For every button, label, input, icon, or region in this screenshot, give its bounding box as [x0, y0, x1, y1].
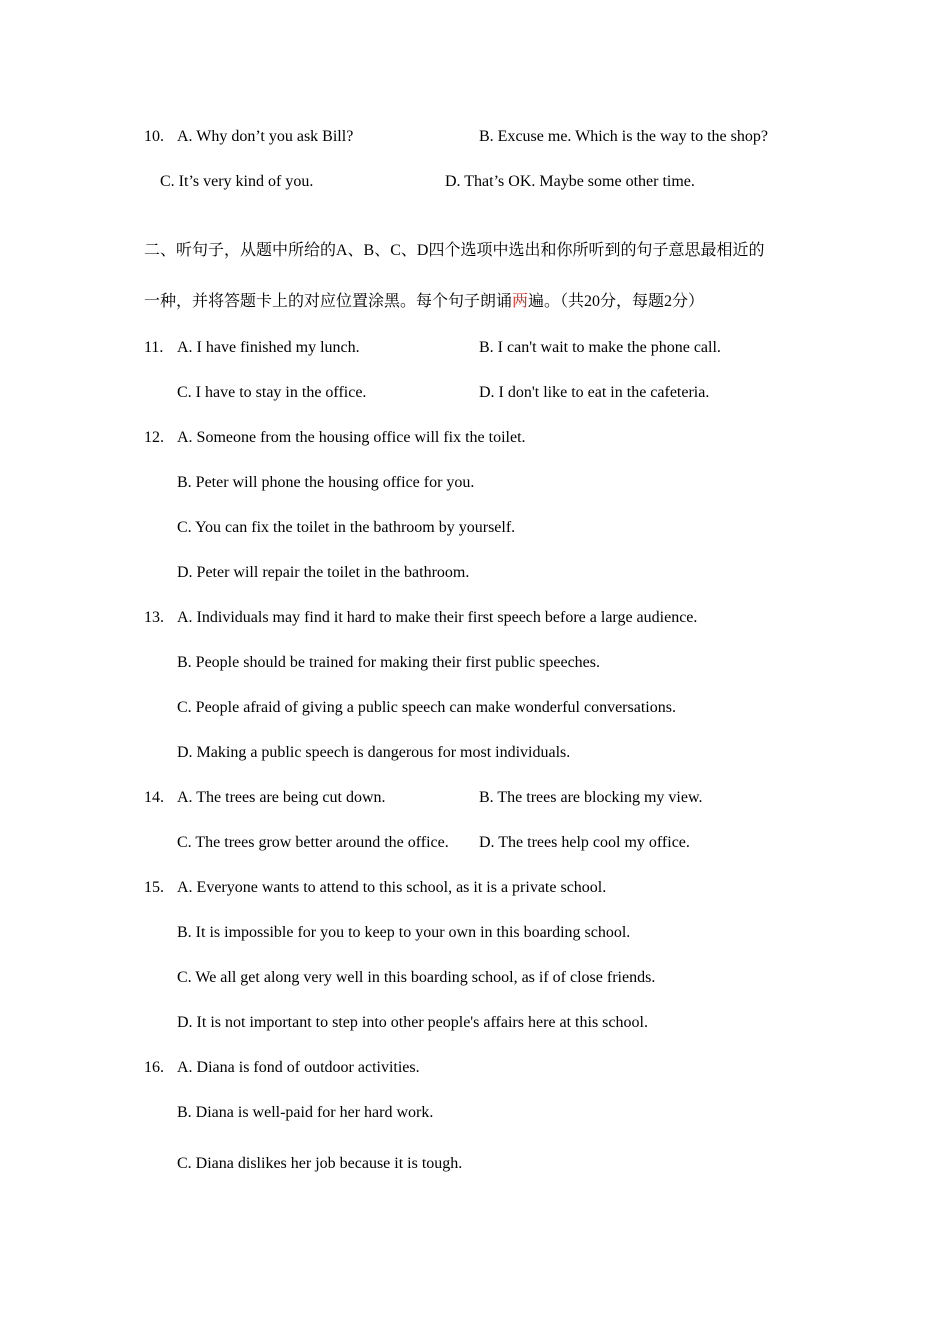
option-d: D. The trees help cool my office.: [479, 834, 690, 851]
option-a: A. Individuals may find it hard to make their first speech before a large audience.: [177, 609, 698, 626]
option-d: D. I don't like to eat in the cafeteria.: [479, 384, 710, 401]
section-instruction-line-1: 二、听句子，从题中所给的A、B、C、D四个选项中选出和你所听到的句子意思最相近的: [144, 242, 765, 259]
option-d: D. That’s OK. Maybe some other time.: [445, 173, 695, 190]
option-b: B. Excuse me. Which is the way to the shop?: [479, 128, 768, 145]
section-instruction-line-2: [144, 292, 704, 312]
option-a: A. Diana is fond of outdoor activities.: [177, 1059, 420, 1076]
option-c: C. You can fix the toilet in the bathroom by yourself.: [177, 519, 516, 536]
option-d: D. Making a public speech is dangerous for most individuals.: [177, 744, 571, 761]
emphasis-text: 两: [512, 293, 529, 310]
option-c: C. It’s very kind of you.: [160, 173, 314, 190]
option-c: C. I have to stay in the office.: [177, 384, 367, 401]
option-b: B. People should be trained for making their first public speeches.: [177, 654, 601, 671]
option-b: B. Peter will phone the housing office for you.: [177, 474, 475, 491]
option-a: A. The trees are being cut down.: [177, 789, 386, 806]
option-a: A. Why don’t you ask Bill?: [177, 128, 354, 145]
question-number: 10.: [144, 128, 164, 145]
option-b: B. It is impossible for you to keep to your own in this boarding school.: [177, 924, 631, 941]
instruction-text: 遍。（共20分，每题2分）: [528, 293, 705, 310]
option-b: B. Diana is well-paid for her hard work.: [177, 1104, 434, 1121]
option-d: D. It is not important to step into other people's affairs here at this school.: [177, 1014, 648, 1031]
option-d: D. Peter will repair the toilet in the bathroom.: [177, 564, 470, 581]
option-c: C. We all get along very well in this boarding school, as if of close friends.: [177, 969, 656, 986]
question-number: 12.: [144, 429, 164, 446]
option-b: B. I can't wait to make the phone call.: [479, 339, 721, 356]
question-number: 16.: [144, 1059, 164, 1076]
question-number: 13.: [144, 609, 164, 626]
option-c: C. The trees grow better around the office.: [177, 834, 449, 851]
question-number: 15.: [144, 879, 164, 896]
option-c: C. People afraid of giving a public speech can make wonderful conversations.: [177, 699, 676, 716]
option-c: C. Diana dislikes her job because it is tough.: [177, 1155, 463, 1172]
instruction-text: 一种，并将答题卡上的对应位置涂黑。每个句子朗诵: [144, 293, 513, 310]
option-a: A. I have finished my lunch.: [177, 339, 360, 356]
question-number: 11.: [144, 339, 164, 356]
option-b: B. The trees are blocking my view.: [479, 789, 703, 806]
question-number: 14.: [144, 789, 164, 806]
option-a: A. Someone from the housing office will fix the toilet.: [177, 429, 526, 446]
option-a: A. Everyone wants to attend to this school, as it is a private school.: [177, 879, 607, 896]
